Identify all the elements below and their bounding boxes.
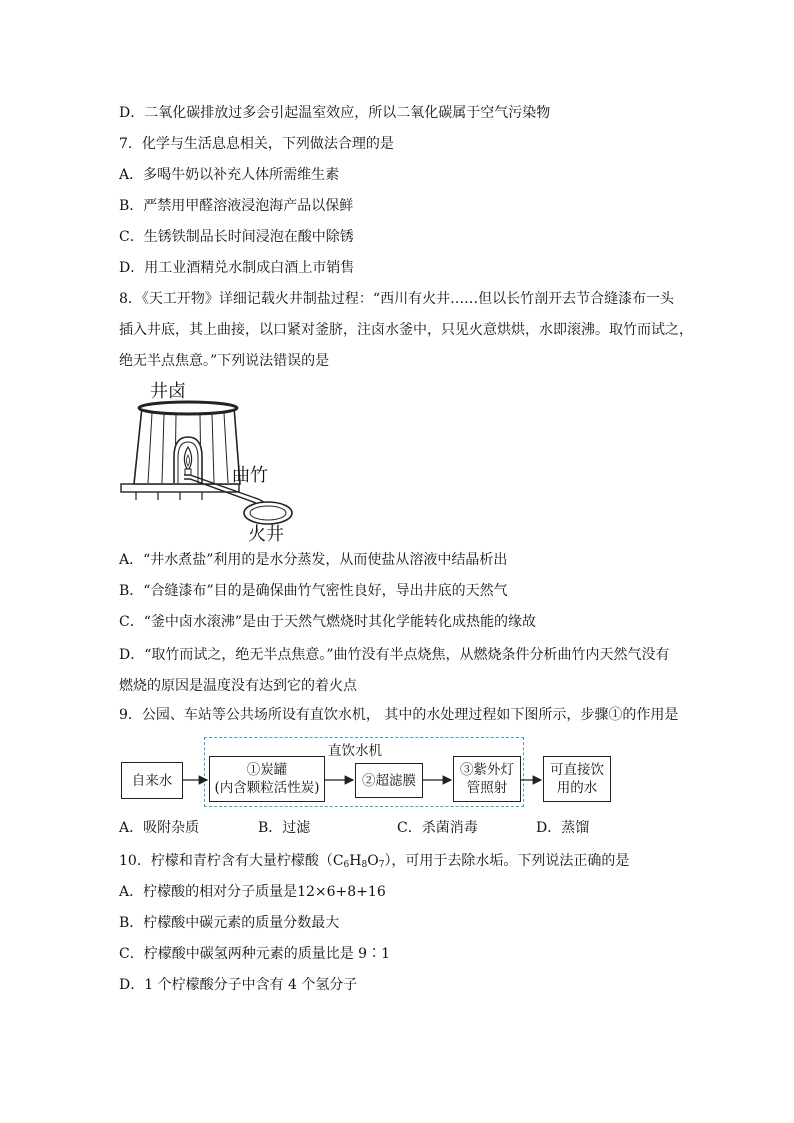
q7-stem: 7．化学与生活息息相关，下列做法合理的是 <box>119 136 394 152</box>
label-fire-well: 火井 <box>248 524 284 545</box>
q8-figure <box>118 375 298 545</box>
q10-stem: 10．柠檬和青柠含有大量柠檬酸$(C_6H_8O_7)$，可用于去除水垢。下列说法正确的是 <box>119 853 630 870</box>
flow-arrows <box>118 735 618 811</box>
q8-stem-line3: 绝无半点焦意。”下列说法错误的是 <box>119 353 330 369</box>
q9-option-b: B．过滤 <box>258 820 311 836</box>
box-drinkable-water: 可直接饮 用的水 <box>543 756 611 802</box>
q7-option-d: D．用工业酒精兑水制成白酒上市销售 <box>119 260 355 276</box>
box-carbon-tank: ①炭罐 (内含颗粒活性炭) <box>209 756 325 802</box>
q10-option-b: B．柠檬酸中碳元素的质量分数最大 <box>119 915 340 931</box>
q9-flow-diagram <box>118 735 618 811</box>
q9-stem: 9．公园、车站等公共场所设有直饮水机， 其中的水处理过程如下图所示，步骤①的作用是 <box>119 707 679 723</box>
label-well-brine: 井卤 <box>150 381 186 402</box>
box-ultrafiltration: ②超滤膜 <box>355 763 423 798</box>
q9-option-d: D．蒸馏 <box>536 820 590 836</box>
q10-option-c: C．柠檬酸中碳氢两种元素的质量比是 9∶1 <box>119 946 390 962</box>
q8-option-d-line1: D．“取竹而试之，绝无半点焦意。”曲竹没有半点烧焦，从燃烧条件分析曲竹内天然气没有 <box>119 647 670 663</box>
q8-option-a: A．“井水煮盐”利用的是水分蒸发，从而使盐从溶液中结晶析出 <box>119 552 508 568</box>
q8-option-c: C．“釜中卤水滚沸”是由于天然气燃烧时其化学能转化成热能的缘故 <box>119 614 537 630</box>
q7-option-a: A．多喝牛奶以补充人体所需维生素 <box>119 167 340 183</box>
q8-stem-line1: 8．《天工开物》详细记载火井制盐过程：“西川有火井……但以长竹剖开去节合缝漆布一头 <box>119 291 675 307</box>
q7-option-c: C．生锈铁制品长时间浸泡在酸中除锈 <box>119 229 354 245</box>
box-uv-lamp: ③紫外灯 管照射 <box>453 756 521 802</box>
q9-options <box>119 818 679 840</box>
q9-option-a: A．吸附杂质 <box>119 820 200 836</box>
q9-option-c: C．杀菌消毒 <box>397 820 478 836</box>
q8-stem-line2: 插入井底，其上曲接，以口紧对釜脐，注卤水釜中，只见火意烘烘，水即滚沸。取竹而试之， <box>119 322 693 338</box>
q10-option-a: A．柠檬酸的相对分子质量是12×6+8+16 <box>119 884 386 900</box>
box-tap-water: 自来水 <box>121 762 183 799</box>
label-bent-bamboo: 曲竹 <box>232 465 268 486</box>
q8-option-d-line2: 燃烧的原因是温度没有达到它的着火点 <box>119 678 357 694</box>
q10-option-d: D．1 个柠檬酸分子中含有 4 个氢分子 <box>119 977 358 993</box>
diagram-title: 直饮水机 <box>328 743 382 759</box>
q6-option-d: D．二氧化碳排放过多会引起温室效应，所以二氧化碳属于空气污染物 <box>119 105 551 121</box>
q8-option-b: B．“合缝漆布”目的是确保曲竹气密性良好，导出井底的天然气 <box>119 583 508 599</box>
q7-option-b: B．严禁用甲醛溶液浸泡海产品以保鲜 <box>119 198 354 214</box>
